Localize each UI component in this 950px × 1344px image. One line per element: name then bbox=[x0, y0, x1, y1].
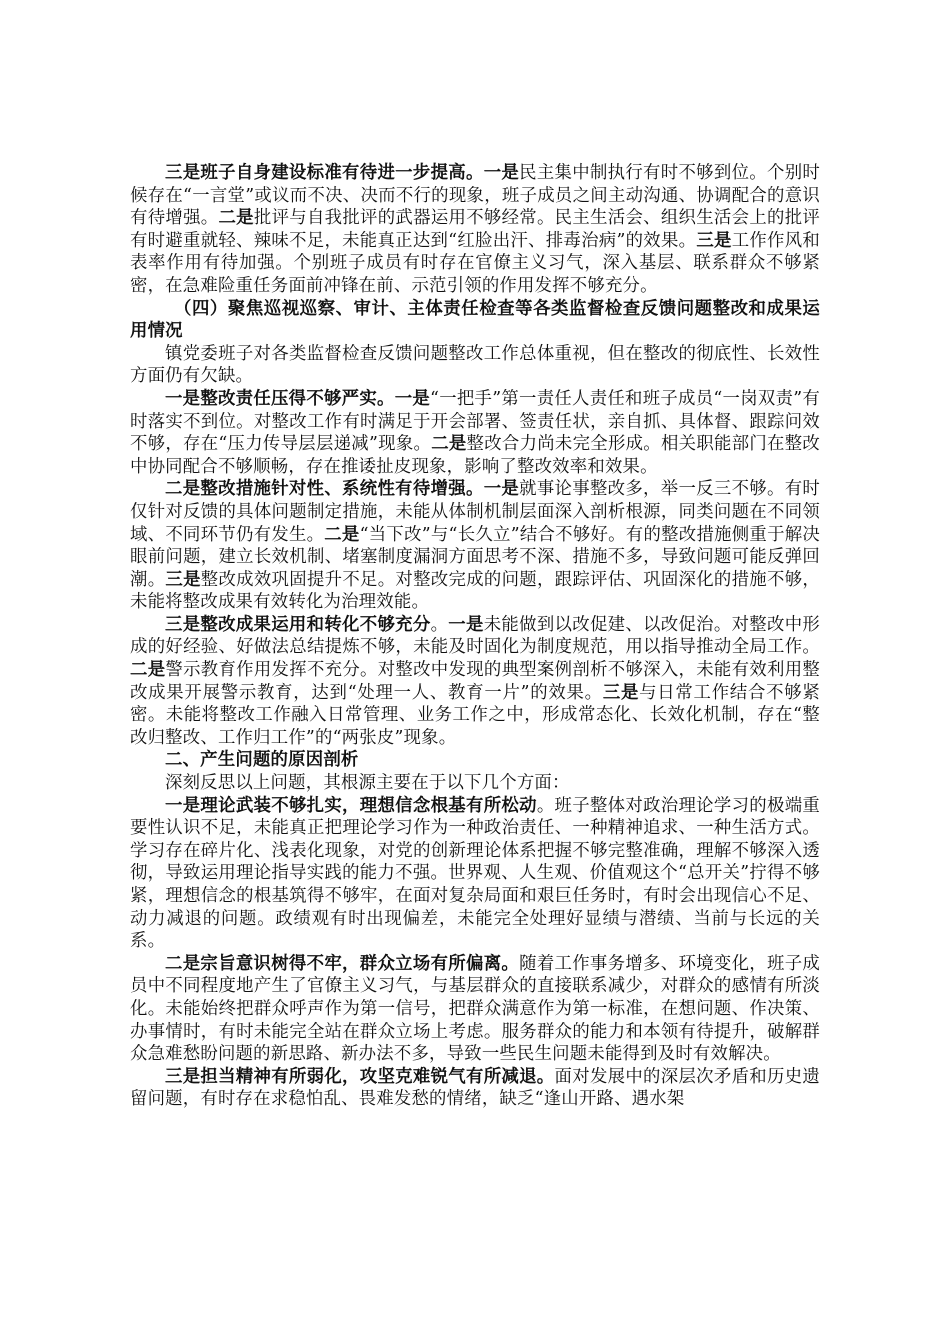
item-text: “一把手”第一责任人责任和班子成员“一岗双责”有时落实不到位。对整改工作有时满足于开会部署、签责任状，亲自抓、具体督、跟踪问效不够，存在“压力传导层层递减”现象。 bbox=[130, 388, 820, 455]
item-marker: 二是 bbox=[324, 524, 360, 545]
paragraph-theory bbox=[130, 795, 820, 953]
paragraph-responsibility bbox=[130, 388, 820, 478]
item-text: 民主集中制执行有时不够到位。个别时候存在“一言堂”或议而不决、决而不行的现象，班子成员之间主动沟通、协调配合的意识有待增强。 bbox=[130, 163, 821, 229]
item-text: 整改成效巩固提升不足。对整改完成的问题，跟踪评估、巩固深化的措施不够，未能将整改成果有效转化为治理效能。 bbox=[130, 569, 820, 613]
item-text: 。 bbox=[430, 614, 449, 635]
item-marker: 一是 bbox=[483, 163, 520, 183]
item-marker: 二是 bbox=[431, 434, 467, 455]
item-text: 就事论事整改多，举一反三不够。有时仅针对反馈的具体问题制定措施，未能从体制机制层面深入剖析根源，同类问题在不同领域、不同环节仍有发生。 bbox=[130, 479, 821, 545]
paragraph-lead: 二是宗旨意识树得不牢，群众立场有所偏离。 bbox=[165, 953, 520, 974]
item-marker: 一是 bbox=[394, 388, 431, 409]
item-marker: 三是 bbox=[602, 682, 640, 703]
paragraph-purpose bbox=[130, 953, 820, 1066]
section-heading-causes: 二、产生问题的原因剖析 bbox=[165, 750, 359, 771]
paragraph-lead: 三是整改成果运用和转化不够充分 bbox=[165, 614, 431, 635]
item-marker: 二是 bbox=[130, 660, 166, 681]
item-text: 面对发展中的深层次矛盾和历史遗留问题，有时存在求稳怕乱、畏难发愁的情绪，缺乏“逢山开路、遇水架 bbox=[130, 1066, 820, 1110]
paragraph-lead: 三是担当精神有所弱化，攻坚克难锐气有所减退。 bbox=[165, 1066, 555, 1087]
section-heading-4: （四）聚焦巡视巡察、审计、主体责任检查等各类监督检查反馈问题整改和成果运用情况 bbox=[130, 298, 820, 342]
paragraph-lead: 一是整改责任压得不够严实。 bbox=[165, 388, 395, 409]
item-text: 工作作风和表率作用有待加强。个别班子成员有时存在官僚主义习气，深入基层、联系群众不够紧密，在急难险重任务面前冲锋在前、示范引领的作用发挥不够充分。 bbox=[130, 230, 820, 296]
item-text: 警示教育作用发挥不充分。对整改中发现的典型案例剖析不够深入，未能有效利用整改成果开展警示教育，达到“处理一人、教育一片”的效果。 bbox=[130, 660, 820, 703]
paragraph-team-building bbox=[130, 162, 820, 298]
paragraph-measures bbox=[130, 478, 820, 614]
paragraph-lead: 一是理论武装不够扎实，理想信念根基有所松动 bbox=[165, 795, 537, 816]
item-marker: 一是 bbox=[483, 479, 520, 500]
item-text: 批评与自我批评的武器运用不够经常。民主生活会、组织生活会上的批评有时避重就轻、辣味不足，未能真正达到“红脸出汗、排毒治病”的效果。 bbox=[130, 208, 820, 251]
item-text: 整改合力尚未完全形成。相关职能部门在整改中协同配合不够顺畅，存在推诿扯皮现象，影响了整改效率和效果。 bbox=[130, 434, 820, 477]
item-text: 。班子整体对政治理论学习的极端重要性认识不足，未能真正把理论学习作为一种政治责任、一种精神追求、一种生活方式。学习存在碎片化、浅表化现象，对党的创新理论体系把握不够完整准确，理解不够深入透彻，导致运用理论指导实践的能力不强。世界观、人生观、价值观这个“总开关”拧得不够紧，理想信念的根基筑得不够牢，在面对复杂局面和艰巨任务时，有时会出现信心不足、动力减退的问题。政绩观有时出现偏差，未能完全处理好显绩与潜绩、当前与长远的关系。 bbox=[130, 795, 821, 952]
item-text: 随着工作事务增多、环境变化，班子成员中不同程度地产生了官僚主义习气，与基层群众的直接联系减少，对群众的感情有所淡化。未能始终把群众呼声作为第一信号，把群众满意作为第一标准，在想问题、作决策、办事情时，有时未能完全站在群众立场上考虑。服务群众的能力和本领有待提升，破解群众急难愁盼问题的新思路、新办法不多，导致一些民生问题未能得到及时有效解决。 bbox=[130, 953, 820, 1065]
item-marker: 二是 bbox=[218, 208, 254, 229]
item-marker: 一是 bbox=[448, 614, 484, 635]
item-marker: 三是 bbox=[696, 230, 732, 251]
item-text: “当下改”与“长久立”结合不够好。有的整改措施侧重于解决眼前问题，建立长效机制、堵塞制度漏洞方面思考不深、措施不多，导致问题可能反弹回潮。 bbox=[130, 524, 821, 590]
item-text: 与日常工作结合不够紧密。未能将整改工作融入日常管理、业务工作之中，形成常态化、长效化机制，存在“整改归整改、工作归工作”的“两张皮”现象。 bbox=[130, 682, 820, 748]
paragraph-lead: 三是班子自身建设标准有待进一步提高。 bbox=[165, 163, 484, 183]
paragraph-intro: 镇党委班子对各类监督检查反馈问题整改工作总体重视，但在整改的彻底性、长效性方面仍有欠缺。 bbox=[130, 343, 820, 387]
paragraph-results bbox=[130, 614, 820, 750]
paragraph-causes-intro: 深刻反思以上问题，其根源主要在于以下几个方面： bbox=[165, 773, 570, 794]
paragraph-lead: 二是整改措施针对性、系统性有待增强。 bbox=[165, 479, 484, 500]
item-text: 未能做到以改促建、以改促治。对整改中形成的好经验、好做法总结提炼不够，未能及时固化为制度规范，用以指导推动全局工作。 bbox=[130, 614, 820, 658]
item-marker: 三是 bbox=[165, 569, 201, 590]
paragraph-responsibility-spirit bbox=[130, 1066, 820, 1111]
